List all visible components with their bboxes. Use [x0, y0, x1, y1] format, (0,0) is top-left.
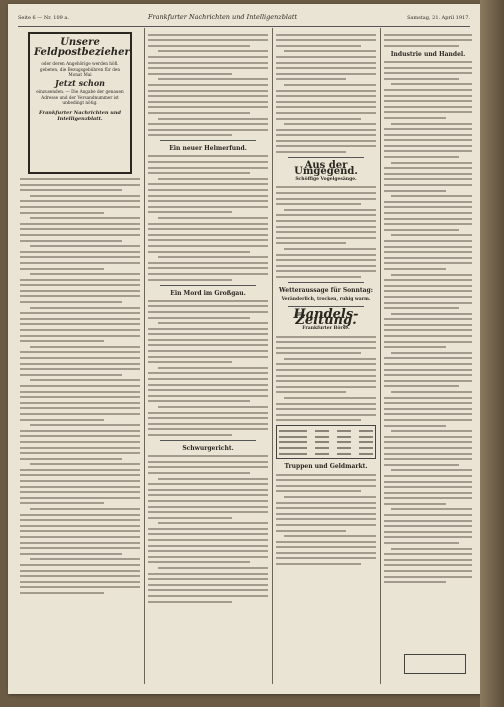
header-masthead: Frankfurter Nachrichten und Intelligenzblatt [148, 13, 298, 21]
column-rule [380, 28, 381, 684]
column-3 [276, 30, 376, 569]
book-binding-edge [480, 0, 504, 707]
column-4 [384, 30, 472, 587]
weather-heading: Wetteraussage für Sonntag: [279, 286, 373, 294]
ad-text-1: oder deren Angehörige werden höfl. gebeten, die Bezugsgebühren für den Monat Mai [39, 61, 121, 77]
industry-heading: Industrie und Handel. [390, 50, 466, 58]
market-heading: Truppen und Geldmarkt. [284, 463, 368, 471]
column-1-text [20, 178, 140, 594]
business-heading: Handels-Zeitung. [293, 307, 359, 328]
subscriber-notice [28, 32, 132, 174]
ad-line-2: Feldpostbezieher [34, 47, 130, 58]
column-1 [20, 30, 140, 598]
weather-forecast: Veränderlich, trocken, ruhig warm. [281, 296, 371, 302]
page-header [18, 12, 470, 27]
article-heading: Ein Mord im Großgau. [170, 289, 246, 297]
exchange-heading: Frankfurter Börse. [302, 326, 350, 332]
header-page-number: Seite 6 — Nr. 109 a. [18, 15, 69, 21]
header-date: Samstag, 21. April 1917. [407, 15, 470, 21]
section-heading: Aus der Umgegend. [294, 160, 358, 177]
column-rule [272, 28, 273, 684]
ad-line-3: Jetzt schon [55, 77, 105, 88]
newspaper-page [8, 4, 480, 694]
exchange-table [276, 425, 376, 459]
ad-line-1: Unsere [60, 37, 100, 48]
article-heading: Schwurgericht. [182, 444, 234, 452]
ad-text-2: einzusenden. — Die Angabe der genauen Adresse und der Versandnummer ist unbedingt nötig. [36, 89, 124, 106]
ad-signature: Frankfurter Nachrichten und Intelligenzblatt. [38, 109, 122, 122]
column-rule [144, 28, 145, 684]
column-2 [148, 30, 268, 606]
section-subheading: Schöffige Vogelgesänge. [295, 177, 357, 183]
advertisement-box [404, 654, 466, 674]
article-heading: Ein neuer Helmerfund. [169, 145, 247, 153]
